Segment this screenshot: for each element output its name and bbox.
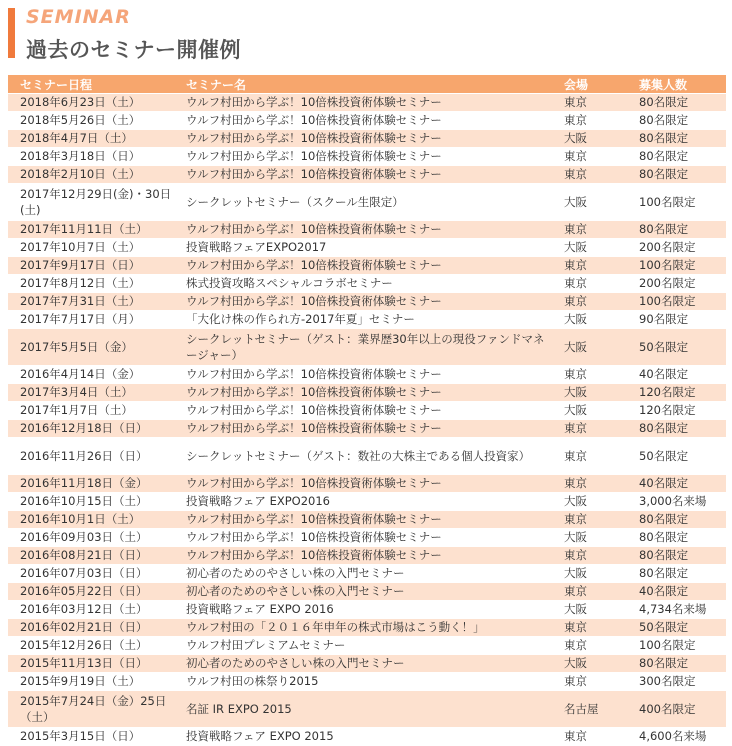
cell-capacity: 100名限定 xyxy=(627,637,726,655)
seminar-table-body xyxy=(8,94,726,746)
cell-seminar-name: 投資戦略フェア EXPO2016 xyxy=(174,493,552,511)
cell-seminar-name: ウルフ村田から学ぶ！10倍株投資術体験セミナー xyxy=(174,384,552,402)
cell-capacity: 40名限定 xyxy=(627,366,726,384)
cell-date: 2016年09月03日（土） xyxy=(8,529,174,547)
cell-capacity: 80名限定 xyxy=(627,112,726,130)
cell-date: 2017年8月12日（土） xyxy=(8,275,174,293)
cell-capacity: 80名限定 xyxy=(627,420,726,438)
cell-venue: 東京 xyxy=(552,166,627,184)
table-row xyxy=(8,619,726,637)
cell-date: 2015年3月15日（日） xyxy=(8,728,174,746)
table-row xyxy=(8,293,726,311)
cell-venue: 東京 xyxy=(552,438,627,475)
table-row xyxy=(8,728,726,746)
section-kicker: SEMINAR xyxy=(26,6,131,28)
cell-date: 2016年07月03日（日） xyxy=(8,565,174,583)
cell-venue: 大阪 xyxy=(552,329,627,366)
cell-venue: 東京 xyxy=(552,475,627,493)
cell-seminar-name: 投資戦略フェア EXPO 2016 xyxy=(174,601,552,619)
cell-seminar-name: シークレットセミナー（スクール生限定） xyxy=(174,184,552,221)
cell-seminar-name: シークレットセミナー（ゲスト：数社の大株主である個人投資家） xyxy=(174,438,552,475)
table-row xyxy=(8,583,726,601)
cell-venue: 大阪 xyxy=(552,311,627,329)
column-header-name: セミナー名 xyxy=(174,75,552,94)
cell-venue: 大阪 xyxy=(552,239,627,257)
cell-capacity: 50名限定 xyxy=(627,329,726,366)
table-row xyxy=(8,420,726,438)
cell-seminar-name: 投資戦略フェア EXPO 2015 xyxy=(174,728,552,746)
table-row xyxy=(8,547,726,565)
cell-seminar-name: ウルフ村田から学ぶ！10倍株投資術体験セミナー xyxy=(174,293,552,311)
cell-seminar-name: ウルフ村田の株祭り2015 xyxy=(174,673,552,691)
cell-seminar-name: 名証 IR EXPO 2015 xyxy=(174,691,552,728)
table-row xyxy=(8,402,726,420)
cell-date: 2016年11月26日（日） xyxy=(8,438,174,475)
cell-date: 2016年11月18日（金） xyxy=(8,475,174,493)
cell-capacity: 80名限定 xyxy=(627,565,726,583)
cell-venue: 大阪 xyxy=(552,130,627,148)
cell-date: 2016年12月18日（日） xyxy=(8,420,174,438)
cell-seminar-name: 「大化け株の作られ方-2017年夏」セミナー xyxy=(174,311,552,329)
cell-date: 2017年11月11日（土） xyxy=(8,221,174,239)
cell-seminar-name: ウルフ村田から学ぶ！10倍株投資術体験セミナー xyxy=(174,148,552,166)
cell-venue: 東京 xyxy=(552,420,627,438)
cell-date: 2018年4月7日（土） xyxy=(8,130,174,148)
cell-capacity: 4,734名来場 xyxy=(627,601,726,619)
seminar-table xyxy=(8,75,726,746)
table-row xyxy=(8,691,726,728)
cell-capacity: 80名限定 xyxy=(627,529,726,547)
cell-seminar-name: 投資戦略フェアEXPO2017 xyxy=(174,239,552,257)
cell-date: 2018年2月10日（土） xyxy=(8,166,174,184)
cell-capacity: 40名限定 xyxy=(627,475,726,493)
table-row xyxy=(8,384,726,402)
column-header-date: セミナー日程 xyxy=(8,75,174,94)
cell-date: 2018年3月18日（日） xyxy=(8,148,174,166)
cell-date: 2016年08月21日（日） xyxy=(8,547,174,565)
table-row xyxy=(8,166,726,184)
cell-date: 2017年7月31日（土） xyxy=(8,293,174,311)
table-row xyxy=(8,529,726,547)
cell-capacity: 300名限定 xyxy=(627,673,726,691)
table-row xyxy=(8,493,726,511)
cell-venue: 大阪 xyxy=(552,529,627,547)
cell-seminar-name: ウルフ村田から学ぶ！10倍株投資術体験セミナー xyxy=(174,257,552,275)
cell-date: 2016年10月1日（土） xyxy=(8,511,174,529)
cell-seminar-name: ウルフ村田から学ぶ！10倍株投資術体験セミナー xyxy=(174,402,552,420)
cell-seminar-name: ウルフ村田から学ぶ！10倍株投資術体験セミナー xyxy=(174,130,552,148)
cell-capacity: 80名限定 xyxy=(627,547,726,565)
table-row xyxy=(8,329,726,366)
cell-seminar-name: 初心者のためのやさしい株の入門セミナー xyxy=(174,583,552,601)
cell-seminar-name: ウルフ村田から学ぶ！10倍株投資術体験セミナー xyxy=(174,366,552,384)
table-row xyxy=(8,184,726,221)
table-row xyxy=(8,475,726,493)
cell-capacity: 80名限定 xyxy=(627,221,726,239)
cell-date: 2016年03月12日（土） xyxy=(8,601,174,619)
table-row xyxy=(8,655,726,673)
cell-seminar-name: ウルフ村田から学ぶ！10倍株投資術体験セミナー xyxy=(174,529,552,547)
cell-capacity: 3,000名来場 xyxy=(627,493,726,511)
cell-date: 2017年7月17日（月） xyxy=(8,311,174,329)
cell-date: 2015年11月13日（日） xyxy=(8,655,174,673)
table-row xyxy=(8,601,726,619)
cell-capacity: 80名限定 xyxy=(627,94,726,112)
cell-capacity: 50名限定 xyxy=(627,619,726,637)
table-row xyxy=(8,221,726,239)
cell-venue: 大阪 xyxy=(552,402,627,420)
cell-date: 2017年12月29日(金)・30日(土) xyxy=(8,184,174,221)
cell-venue: 東京 xyxy=(552,275,627,293)
cell-date: 2017年1月7日（土） xyxy=(8,402,174,420)
cell-capacity: 100名限定 xyxy=(627,293,726,311)
cell-date: 2018年6月23日（土） xyxy=(8,94,174,112)
table-row xyxy=(8,275,726,293)
cell-capacity: 80名限定 xyxy=(627,655,726,673)
cell-seminar-name: ウルフ村田の「２０１６年申年の株式市場はこう動く！」 xyxy=(174,619,552,637)
cell-venue: 東京 xyxy=(552,366,627,384)
cell-date: 2018年5月26日（土） xyxy=(8,112,174,130)
cell-venue: 東京 xyxy=(552,94,627,112)
cell-venue: 東京 xyxy=(552,257,627,275)
table-header-row xyxy=(8,75,726,94)
cell-capacity: 200名限定 xyxy=(627,239,726,257)
table-row xyxy=(8,257,726,275)
cell-date: 2017年10月7日（土） xyxy=(8,239,174,257)
cell-capacity: 40名限定 xyxy=(627,583,726,601)
page-title: 過去のセミナー開催例 xyxy=(26,38,241,62)
cell-venue: 大阪 xyxy=(552,655,627,673)
cell-date: 2017年9月17日（日） xyxy=(8,257,174,275)
cell-seminar-name: ウルフ村田プレミアムセミナー xyxy=(174,637,552,655)
table-row xyxy=(8,148,726,166)
cell-capacity: 400名限定 xyxy=(627,691,726,728)
cell-venue: 大阪 xyxy=(552,565,627,583)
cell-venue: 東京 xyxy=(552,112,627,130)
cell-capacity: 80名限定 xyxy=(627,148,726,166)
table-row xyxy=(8,311,726,329)
cell-seminar-name: ウルフ村田から学ぶ！10倍株投資術体験セミナー xyxy=(174,94,552,112)
section-header xyxy=(8,6,724,60)
cell-date: 2015年9月19日（土） xyxy=(8,673,174,691)
cell-seminar-name: 初心者のためのやさしい株の入門セミナー xyxy=(174,655,552,673)
table-row xyxy=(8,637,726,655)
table-row xyxy=(8,130,726,148)
cell-capacity: 100名限定 xyxy=(627,257,726,275)
cell-capacity: 50名限定 xyxy=(627,438,726,475)
cell-date: 2016年4月14日（金） xyxy=(8,366,174,384)
cell-venue: 東京 xyxy=(552,583,627,601)
cell-capacity: 100名限定 xyxy=(627,184,726,221)
cell-venue: 大阪 xyxy=(552,384,627,402)
cell-seminar-name: ウルフ村田から学ぶ！10倍株投資術体験セミナー xyxy=(174,475,552,493)
cell-capacity: 120名限定 xyxy=(627,402,726,420)
cell-seminar-name: 初心者のためのやさしい株の入門セミナー xyxy=(174,565,552,583)
cell-seminar-name: ウルフ村田から学ぶ！10倍株投資術体験セミナー xyxy=(174,166,552,184)
cell-venue: 東京 xyxy=(552,673,627,691)
cell-capacity: 200名限定 xyxy=(627,275,726,293)
cell-venue: 東京 xyxy=(552,148,627,166)
cell-venue: 東京 xyxy=(552,221,627,239)
cell-capacity: 80名限定 xyxy=(627,511,726,529)
column-header-venue: 会場 xyxy=(552,75,627,94)
cell-capacity: 4,600名来場 xyxy=(627,728,726,746)
accent-bar xyxy=(8,8,15,58)
table-row xyxy=(8,565,726,583)
cell-venue: 東京 xyxy=(552,547,627,565)
column-header-capacity: 募集人数 xyxy=(627,75,726,94)
cell-date: 2016年05月22日（日） xyxy=(8,583,174,601)
cell-date: 2015年7月24日（金）25日（土） xyxy=(8,691,174,728)
cell-seminar-name: ウルフ村田から学ぶ！10倍株投資術体験セミナー xyxy=(174,420,552,438)
cell-venue: 東京 xyxy=(552,511,627,529)
table-row xyxy=(8,511,726,529)
cell-venue: 東京 xyxy=(552,637,627,655)
cell-venue: 東京 xyxy=(552,728,627,746)
cell-seminar-name: ウルフ村田から学ぶ！10倍株投資術体験セミナー xyxy=(174,547,552,565)
table-row xyxy=(8,94,726,112)
cell-seminar-name: ウルフ村田から学ぶ！10倍株投資術体験セミナー xyxy=(174,221,552,239)
cell-venue: 大阪 xyxy=(552,601,627,619)
table-row xyxy=(8,239,726,257)
cell-date: 2017年3月4日（土） xyxy=(8,384,174,402)
cell-date: 2015年12月26日（土） xyxy=(8,637,174,655)
cell-date: 2016年10月15日（土） xyxy=(8,493,174,511)
cell-venue: 東京 xyxy=(552,293,627,311)
cell-venue: 東京 xyxy=(552,619,627,637)
table-row xyxy=(8,438,726,475)
cell-seminar-name: 株式投資攻略スペシャルコラボセミナー xyxy=(174,275,552,293)
cell-capacity: 80名限定 xyxy=(627,166,726,184)
cell-seminar-name: シークレットセミナー（ゲスト：業界歴30年以上の現役ファンドマネージャー） xyxy=(174,329,552,366)
cell-seminar-name: ウルフ村田から学ぶ！10倍株投資術体験セミナー xyxy=(174,511,552,529)
cell-capacity: 80名限定 xyxy=(627,130,726,148)
cell-venue: 大阪 xyxy=(552,493,627,511)
cell-capacity: 120名限定 xyxy=(627,384,726,402)
table-row xyxy=(8,673,726,691)
table-row xyxy=(8,112,726,130)
cell-seminar-name: ウルフ村田から学ぶ！10倍株投資術体験セミナー xyxy=(174,112,552,130)
table-row xyxy=(8,366,726,384)
cell-date: 2016年02月21日（日） xyxy=(8,619,174,637)
cell-venue: 大阪 xyxy=(552,184,627,221)
cell-date: 2017年5月5日（金） xyxy=(8,329,174,366)
cell-venue: 名古屋 xyxy=(552,691,627,728)
cell-capacity: 90名限定 xyxy=(627,311,726,329)
